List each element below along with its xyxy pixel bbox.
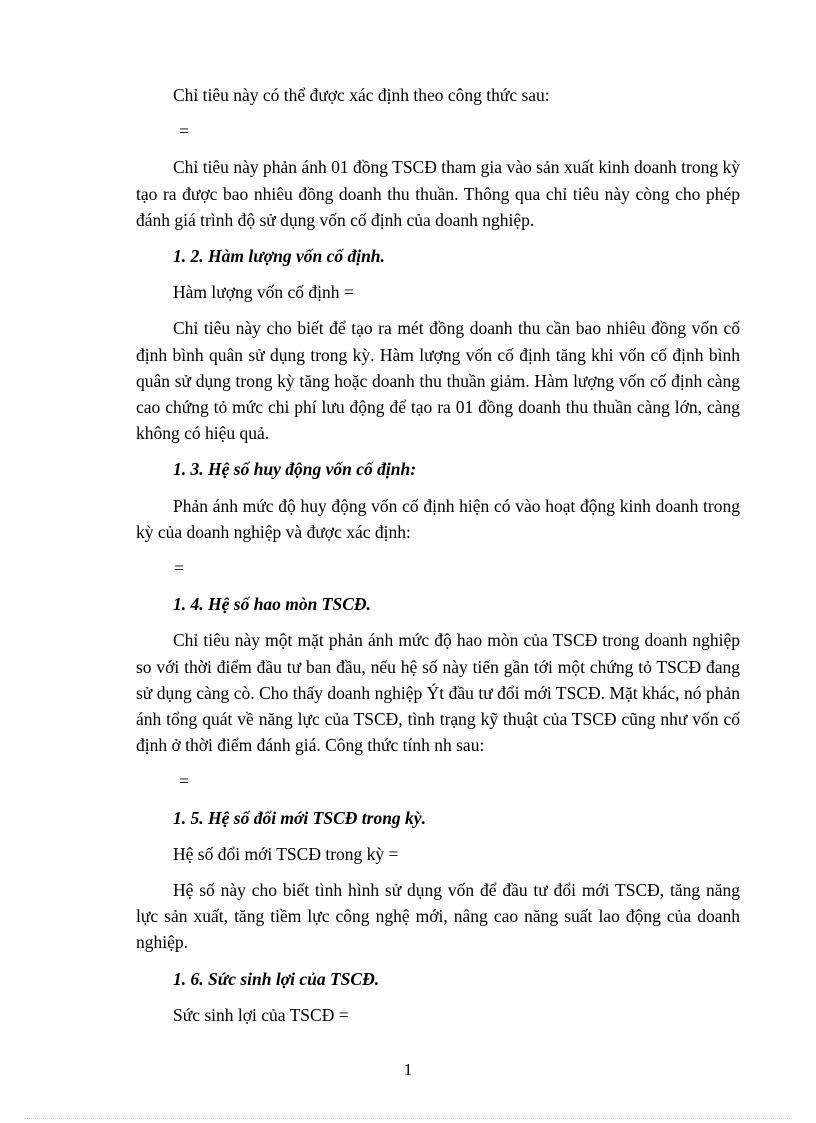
formula-equals: =: [179, 121, 189, 142]
formula-label-renewal: Hệ số đổi mới TSCĐ trong kỳ =: [173, 843, 399, 864]
heading-1-6: 1. 6. Sức sinh lợi của TSCĐ.: [173, 968, 380, 989]
formula-label-profitability: Sức sinh lợi của TSCĐ =: [173, 1004, 349, 1025]
page-bottom-divider: [24, 1118, 792, 1119]
heading-1-3: 1. 3. Hệ số huy động vốn cố định:: [173, 459, 417, 480]
paragraph-mobilization: Phản ánh mức độ huy động vốn cố định hiện có vào hoạt động kinh doanh trong kỳ của doanh nghiệp và được xác định:: [136, 495, 740, 542]
formula-label-capital-content: Hàm lượng vốn cố định =: [173, 282, 354, 303]
paragraph-renewal: Hệ số này cho biết tình hình sử dụng vốn để đầu tư đổi mới TSCĐ, tăng năng lực sản xuất, tăng tiềm lực công nghệ mới, nâng cao năng suất lao động của doanh nghiệp.: [136, 880, 740, 953]
intro-formula-line: Chỉ tiêu này có thể được xác định theo công thức sau:: [173, 85, 550, 105]
paragraph-fixed-asset-performance: Chỉ tiêu này phản ánh 01 đồng TSCĐ tham gia vào sản xuất kinh doanh trong kỳ tạo ra được bao nhiêu đồng doanh thu thuần. Thông qua chỉ tiêu này còng cho phép đánh giá trình độ sử dụng vốn cố định của doanh nghiệp.: [136, 157, 740, 230]
heading-1-5: 1. 5. Hệ số đổi mới TSCĐ trong kỳ.: [173, 807, 426, 828]
heading-1-2: 1. 2. Hàm lượng vốn cố định.: [173, 246, 385, 267]
paragraph-capital-content: Chỉ tiêu này cho biết để tạo ra mét đồng doanh thu cần bao nhiêu đồng vốn cố định bình quân sử dụng trong kỳ. Hàm lượng vốn cố định tăng khi vốn cố định bình quân sử dụng trong kỳ tăng hoặc doanh thu thuần giảm. Hàm lượng vốn cố định càng cao chứng tỏ mức chi phí lưu động để tạo ra 01 đồng doanh thu thuần càng lớn, càng không có hiệu quả.: [136, 318, 740, 444]
formula-equals-3: =: [179, 771, 189, 792]
page-body: [136, 82, 740, 1038]
formula-equals-2: =: [174, 558, 184, 579]
page-number: 1: [403, 1060, 413, 1079]
paragraph-depreciation: Chỉ tiêu này một mặt phản ánh mức độ hao mòn của TSCĐ trong doanh nghiệp so với thời điểm đầu tư ban đầu, nếu hệ số này tiến gần tới một chứng tỏ TSCĐ đang sử dụng càng cò. Cho thấy doanh nghiệp Ýt đầu tư đổi mới TSCĐ. Mặt khác, nó phản ánh tổng quát về năng lực của TSCĐ, tình trạng kỹ thuật của TSCĐ cũng như vốn cố định ở thời điểm đánh giá. Công thức tính nh sau:: [136, 630, 740, 756]
heading-1-4: 1. 4. Hệ số hao mòn TSCĐ.: [173, 594, 371, 615]
